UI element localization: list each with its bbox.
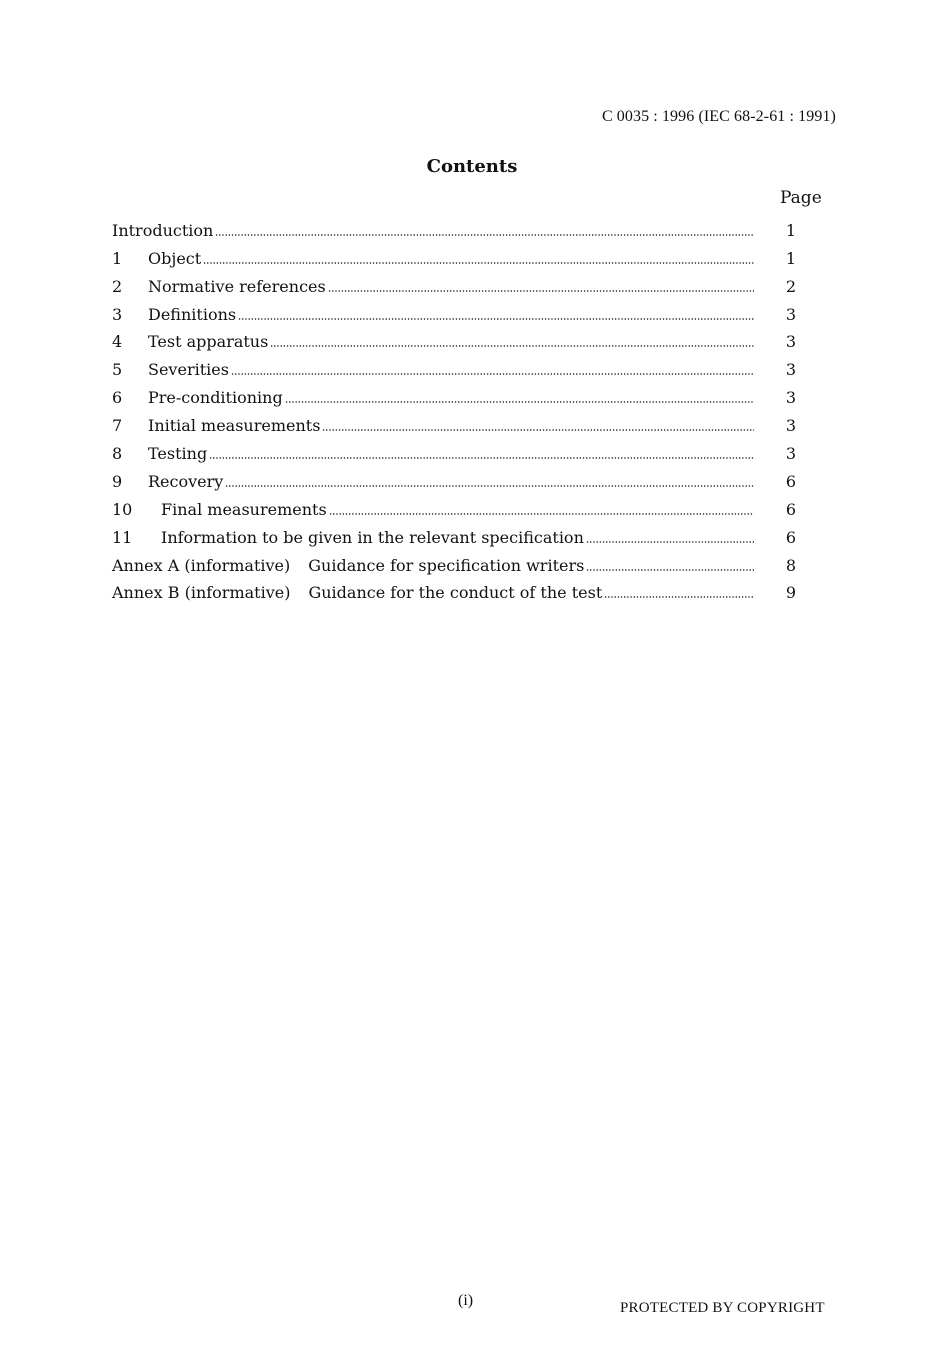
- leader-dots: [215, 234, 754, 236]
- copyright-notice: PROTECTED BY COPYRIGHT: [620, 1300, 825, 1316]
- toc-label: Pre-conditioning: [148, 388, 283, 408]
- toc-label: Definitions: [148, 304, 237, 324]
- toc-page-number: 3: [785, 332, 797, 352]
- toc-label: Normative references: [148, 276, 326, 296]
- leader-dots: [270, 345, 754, 347]
- leader-dots: [209, 457, 754, 459]
- leader-dots: [604, 596, 754, 598]
- toc-entry-pre-conditioning[interactable]: [112, 380, 822, 408]
- toc-page-number: 3: [785, 360, 797, 380]
- toc-entry-severities[interactable]: [112, 352, 822, 380]
- toc-entry-annex-b[interactable]: [112, 576, 822, 604]
- leader-dots: [203, 262, 754, 264]
- leader-dots: [586, 569, 754, 571]
- toc-label: Final measurements: [161, 499, 327, 519]
- toc-entry-definitions[interactable]: [112, 297, 822, 325]
- toc-page-number: 3: [785, 416, 797, 436]
- toc-entry-recovery[interactable]: [112, 464, 822, 492]
- toc-number: 11: [112, 527, 133, 547]
- toc-number: 7: [112, 416, 123, 436]
- toc-page-number: 6: [785, 499, 797, 519]
- toc-label: Severities: [148, 360, 229, 380]
- toc-page-number: 8: [785, 555, 797, 575]
- toc-label: Object: [148, 248, 202, 268]
- toc-entry-object[interactable]: [112, 241, 822, 269]
- leader-dots: [328, 290, 754, 292]
- leader-dots: [225, 485, 754, 487]
- toc-annex-label: Annex B (informative): [112, 583, 291, 603]
- toc-label: Initial measurements: [148, 416, 321, 436]
- toc-entry-annex-a[interactable]: [112, 548, 822, 576]
- toc-label: Information to be given in the relevant specification: [161, 527, 584, 547]
- page-column-label: Page: [780, 188, 822, 208]
- leader-dots: [238, 318, 754, 320]
- toc-entry-introduction[interactable]: [112, 213, 822, 241]
- toc-page-number: 6: [785, 527, 797, 547]
- toc-entry-initial-measurements[interactable]: [112, 408, 822, 436]
- leader-dots: [285, 401, 754, 403]
- leader-dots: [586, 541, 754, 543]
- leader-dots: [231, 373, 754, 375]
- footer-page-number: (i): [458, 1292, 474, 1309]
- toc-number: 10: [112, 499, 133, 519]
- toc-label: Guidance for the conduct of the test: [308, 583, 603, 603]
- toc-entry-final-measurements[interactable]: [112, 492, 822, 520]
- page-title: Contents: [426, 156, 518, 177]
- leader-dots: [322, 429, 754, 431]
- toc-number: 4: [112, 332, 123, 352]
- toc-number: 2: [112, 276, 123, 296]
- toc-page-number: 3: [785, 444, 797, 464]
- toc-annex-label: Annex A (informative): [112, 555, 291, 575]
- toc-number: 8: [112, 444, 123, 464]
- toc-page-number: 3: [785, 388, 797, 408]
- toc-label: Recovery: [148, 471, 224, 491]
- toc-label: Introduction: [112, 220, 214, 240]
- toc-number: 3: [112, 304, 123, 324]
- leader-dots: [329, 513, 754, 515]
- table-of-contents: [112, 213, 822, 603]
- toc-entry-normative-references[interactable]: [112, 269, 822, 297]
- toc-page-number: 3: [785, 304, 797, 324]
- toc-page-number: 1: [785, 248, 797, 268]
- document-code: C 0035 : 1996 (IEC 68-2-61 : 1991): [601, 108, 836, 125]
- toc-number: 9: [112, 471, 123, 491]
- toc-entry-information[interactable]: [112, 520, 822, 548]
- toc-number: 5: [112, 360, 123, 380]
- toc-number: 1: [112, 248, 123, 268]
- toc-entry-testing[interactable]: [112, 436, 822, 464]
- toc-entry-test-apparatus[interactable]: [112, 325, 822, 353]
- toc-page-number: 1: [785, 220, 797, 240]
- toc-label: Test apparatus: [148, 332, 269, 352]
- toc-label: Testing: [148, 444, 208, 464]
- toc-label: Guidance for specification writers: [308, 555, 585, 575]
- toc-number: 6: [112, 388, 123, 408]
- toc-page-number: 9: [785, 583, 797, 603]
- toc-page-number: 6: [785, 471, 797, 491]
- toc-page-number: 2: [785, 276, 797, 296]
